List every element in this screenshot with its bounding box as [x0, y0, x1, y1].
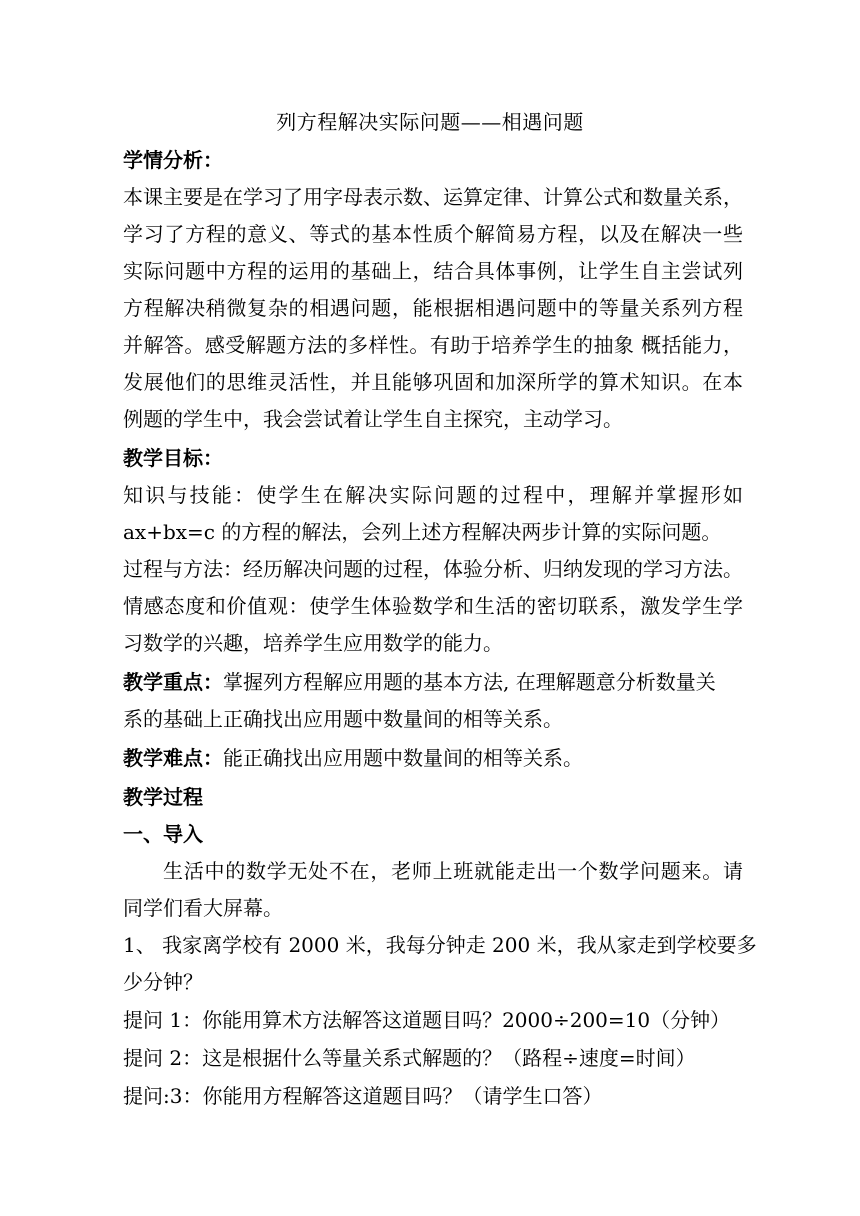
process-heading: 教学过程 — [123, 785, 203, 809]
difficulty-text: 能正确找出应用题中数量间的相等关系。 — [223, 746, 583, 770]
analysis-line: 学习了方程的意义、等式的基本性质个解简易方程，以及在解决一些 — [123, 222, 743, 246]
intro-paragraph-line: 同学们看大屏幕。 — [123, 896, 283, 920]
goal-process-line: 过程与方法：经历解决问题的过程，体验分析、归纳发现的学习方法。 — [123, 557, 743, 581]
question-1: 提问 1：你能用算术方法解答这道题目吗？2000÷200=10（分钟） — [123, 1008, 731, 1032]
analysis-line: 本课主要是在学习了用字母表示数、运算定律、计算公式和数量关系， — [123, 185, 743, 209]
document-title: 列方程解决实际问题——相遇问题 — [276, 110, 584, 134]
problem-line: 1、 我家离学校有 2000 米，我每分钟走 200 米，我从家走到学校要多 — [123, 933, 757, 957]
goal-emotion-line: 情感态度和价值观：使学生体验数学和生活的密切联系，激发学生学 — [123, 594, 743, 618]
analysis-line: 实际问题中方程的运用的基础上，结合具体事例，让学生自主尝试列 — [123, 259, 743, 283]
focus-line-2: 系的基础上正确找出应用题中数量间的相等关系。 — [123, 707, 563, 731]
question-3: 提问:3：你能用方程解答这道题目吗？（请学生口答） — [123, 1084, 603, 1108]
difficulty-line — [123, 743, 743, 773]
analysis-line: 例题的学生中，我会尝试着让学生自主探究，主动学习。 — [123, 407, 623, 431]
analysis-heading: 学情分析： — [123, 148, 223, 172]
goal-knowledge-line: ax+bx=c 的方程的解法，会列上述方程解决两步计算的实际问题。 — [123, 520, 722, 544]
problem-line: 少分钟？ — [123, 970, 203, 994]
focus-line — [123, 667, 743, 697]
focus-label: 教学重点： — [123, 670, 223, 694]
intro-paragraph-line: 生活中的数学无处不在，老师上班就能走出一个数学问题来。请 — [163, 859, 743, 883]
goals-heading: 教学目标： — [123, 446, 223, 470]
intro-heading: 一、导入 — [123, 822, 203, 846]
question-2: 提问 2：这是根据什么等量关系式解题的？（路程÷速度=时间） — [123, 1046, 696, 1070]
difficulty-label: 教学难点： — [123, 746, 223, 770]
analysis-line: 方程解决稍微复杂的相遇问题，能根据相遇问题中的等量关系列方程 — [123, 296, 743, 320]
analysis-line: 发展他们的思维灵活性，并且能够巩固和加深所学的算术知识。在本 — [123, 370, 743, 394]
goal-knowledge-line: 知识与技能：使学生在解决实际问题的过程中，理解并掌握形如 — [123, 483, 743, 507]
goal-emotion-line: 习数学的兴趣，培养学生应用数学的能力。 — [123, 631, 503, 655]
focus-text: 掌握列方程解应用题的基本方法, 在理解题意分析数量关 — [223, 670, 716, 694]
analysis-line: 并解答。感受解题方法的多样性。有助于培养学生的抽象 概括能力， — [123, 333, 743, 357]
